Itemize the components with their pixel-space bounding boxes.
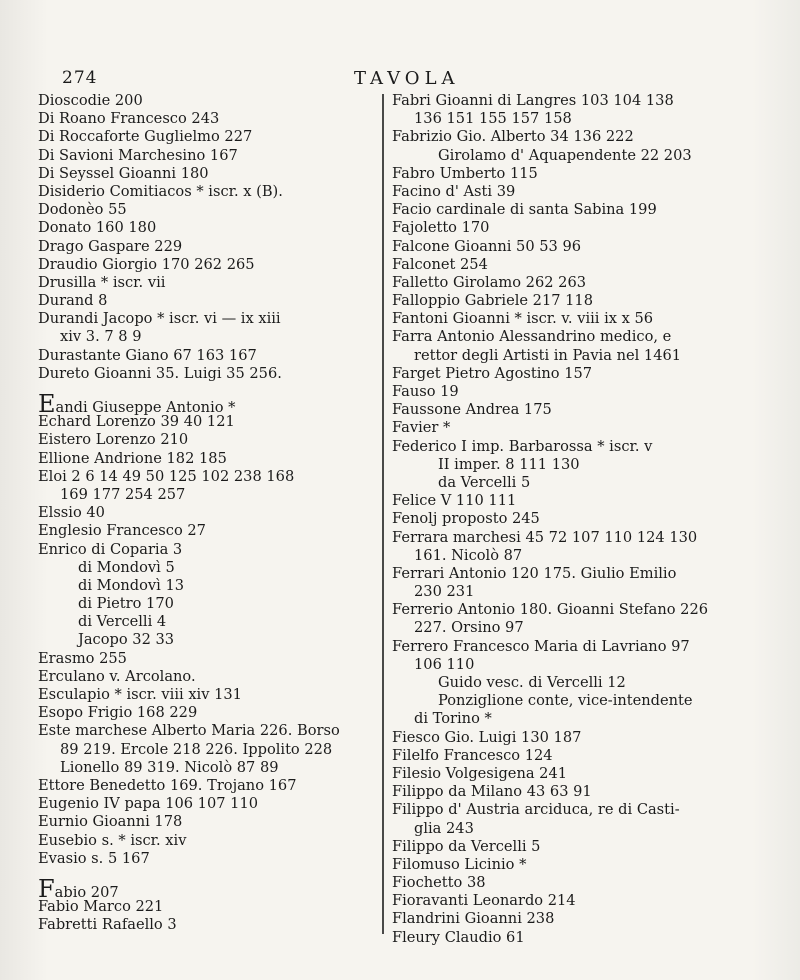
index-entry-text: Jacopo 32 33 [78, 631, 175, 649]
index-entry-text: Filippo d' Austria arciduca, re di Casti- [392, 801, 680, 819]
index-entry-text: Fleury Claudio 61 [392, 928, 525, 946]
section-initial: E [38, 390, 56, 418]
index-entry [392, 801, 764, 819]
index-entry-text: Este marchese Alberto Maria 226. Borso [38, 722, 340, 740]
index-entry-text: Fabro Umberto 115 [392, 164, 538, 182]
index-entry-text: Facio cardinale di santa Sabina 199 [392, 201, 657, 219]
index-entry-text: Draudio Giorgio 170 262 265 [38, 255, 255, 273]
index-entry [38, 365, 376, 383]
index-entry [38, 219, 376, 237]
index-entry [392, 583, 764, 601]
index-entry-text: da Vercelli 5 [438, 473, 531, 491]
index-entry [38, 486, 376, 504]
index-entry [392, 929, 764, 947]
index-entry-text: II imper. 8 111 130 [438, 455, 580, 473]
index-entry [392, 619, 764, 637]
index-entry-text: Fiesco Gio. Luigi 130 187 [392, 728, 582, 746]
index-entry [38, 832, 376, 850]
index-entry [38, 468, 376, 486]
index-entry-text: di Mondovì 13 [78, 576, 185, 594]
page-header [62, 68, 752, 94]
index-entry-text: Englesio Francesco 27 [38, 522, 206, 540]
index-entry [392, 710, 764, 728]
index-entry-text: Filippo da Milano 43 63 91 [392, 783, 592, 801]
index-entry-text: Favier * [392, 419, 451, 437]
index-entry [38, 898, 376, 916]
index-entry-text: Durandi Jacopo * iscr. vi — ix xiii [38, 310, 281, 328]
index-entry [392, 547, 764, 565]
index-entry [38, 256, 376, 274]
index-entry-text: Dodonèo 55 [38, 201, 127, 219]
index-entry [392, 419, 764, 437]
index-entry-text: Flandrini Gioanni 238 [392, 910, 555, 928]
index-entry [392, 492, 764, 510]
index-entry-text: Filesio Volgesigena 241 [392, 764, 568, 782]
index-entry-text: Eugenio IV papa 106 107 110 [38, 795, 259, 813]
index-entry [38, 650, 376, 668]
index-column-right [392, 92, 764, 947]
index-entry-text: Elssio 40 [38, 504, 105, 522]
index-entry [392, 438, 764, 456]
index-entry-text: Donato 160 180 [38, 219, 157, 237]
index-entry [392, 820, 764, 838]
index-entry [392, 219, 764, 237]
index-entry [38, 110, 376, 128]
index-entry [392, 401, 764, 419]
index-entry-text: abio 207 [54, 883, 119, 901]
index-entry-text: Durastante Giano 67 163 167 [38, 346, 257, 364]
index-entry [38, 238, 376, 256]
index-entry [392, 565, 764, 583]
index-entry-text: Falconet 254 [392, 255, 488, 273]
index-entry-text: Eloi 2 6 14 49 50 125 102 238 168 [38, 467, 295, 485]
index-entry [392, 92, 764, 110]
index-entry [38, 577, 376, 595]
index-entry [38, 668, 376, 686]
index-entry [38, 347, 376, 365]
index-entry-text: Esopo Frigio 168 229 [38, 704, 198, 722]
page-number: 274 [62, 68, 98, 88]
index-entry [392, 601, 764, 619]
index-entry-text: Dioscodie 200 [38, 92, 143, 109]
index-entry [392, 874, 764, 892]
index-entry [392, 783, 764, 801]
index-entry [38, 795, 376, 813]
index-entry [38, 613, 376, 631]
index-entry-text: Girolamo d' Aquapendente 22 203 [438, 146, 692, 164]
index-entry [38, 777, 376, 795]
index-entry-text: Faussone Andrea 175 [392, 401, 552, 419]
index-entry [38, 722, 376, 740]
index-entry [38, 292, 376, 310]
index-entry [38, 413, 376, 431]
index-entry-text: Ferrari Antonio 120 175. Giulio Emilio [392, 564, 677, 582]
index-entry-text: Drusilla * iscr. vii [38, 273, 166, 291]
index-entry-text: 230 231 [414, 583, 475, 601]
index-entry [392, 656, 764, 674]
index-entry [392, 692, 764, 710]
index-entry-text: Ellione Andrione 182 185 [38, 449, 227, 467]
index-entry-text: andi Giuseppe Antonio * [55, 399, 236, 416]
index-entry-text: Ferrara marchesi 45 72 107 110 124 130 [392, 528, 698, 546]
index-entry-text: Federico I imp. Barbarossa * iscr. v [392, 437, 653, 455]
index-entry-text: Di Roccaforte Guglielmo 227 [38, 128, 253, 146]
index-entry [392, 238, 764, 256]
index-entry [38, 183, 376, 201]
index-entry [38, 559, 376, 577]
index-entry [392, 638, 764, 656]
index-entry [38, 595, 376, 613]
index-entry [38, 147, 376, 165]
index-entry-text: Guido vesc. di Vercelli 12 [438, 674, 626, 691]
index-entry-text: Facino d' Asti 39 [392, 182, 516, 200]
index-entry-text: glia 243 [414, 819, 474, 837]
index-entry [38, 874, 376, 903]
index-entry-text: Erasmo 255 [38, 649, 127, 667]
index-entry-text: Eistero Lorenzo 210 [38, 431, 189, 449]
index-entry [38, 686, 376, 704]
running-title: TAVOLA [354, 68, 460, 89]
index-entry-text: Eurnio Gioanni 178 [38, 813, 183, 831]
index-entry-text: Ferrerio Antonio 180. Gioanni Stefano 226 [392, 601, 709, 619]
index-entry [392, 347, 764, 365]
index-entry-text: Fabri Gioanni di Langres 103 104 138 [392, 92, 674, 109]
index-entry-text: Fenolj proposto 245 [392, 510, 540, 528]
index-entry [38, 631, 376, 649]
index-entry [392, 110, 764, 128]
index-entry [392, 128, 764, 146]
index-entry-text: Fajoletto 170 [392, 219, 490, 237]
index-entry-text: di Mondovì 5 [78, 558, 175, 576]
index-entry-text: Fioravanti Leonardo 214 [392, 892, 576, 910]
index-entry-text: Ferrero Francesco Maria di Lavriano 97 [392, 637, 690, 655]
index-entry-text: Falcone Gioanni 50 53 96 [392, 237, 582, 255]
index-column-left [38, 92, 376, 934]
index-entry-text: Fauso 19 [392, 383, 459, 400]
index-entry-text: Fabio Marco 221 [38, 898, 164, 916]
index-entry-text: Erculano v. Arcolano. [38, 667, 196, 685]
index-entry-text: Fabrizio Gio. Alberto 34 136 222 [392, 128, 634, 146]
index-entry-text: 227. Orsino 97 [414, 619, 524, 637]
index-entry [38, 390, 376, 418]
index-entry-text: Dureto Gioanni 35. Luigi 35 256. [38, 364, 282, 382]
index-entry-text: 136 151 155 157 158 [414, 110, 572, 128]
index-entry [38, 916, 376, 934]
index-entry-text: Di Savioni Marchesino 167 [38, 146, 238, 164]
index-entry [392, 474, 764, 492]
index-entry [392, 510, 764, 528]
index-entry [38, 759, 376, 777]
index-entry [392, 856, 764, 874]
index-entry-text: di Torino * [414, 710, 492, 728]
index-entry-text: rettor degli Artisti in Pavia nel 1461 [414, 346, 682, 364]
index-entry [392, 747, 764, 765]
index-entry [392, 274, 764, 292]
index-entry [38, 274, 376, 292]
index-entry-text: 106 110 [414, 655, 475, 673]
index-entry-text: Ponziglione conte, vice-intendente [438, 692, 693, 710]
index-entry-text: Drago Gaspare 229 [38, 237, 183, 255]
index-entry [392, 674, 764, 692]
index-entry-text: di Vercelli 4 [78, 613, 167, 631]
index-entry-text: 161. Nicolò 87 [414, 546, 523, 564]
index-entry [392, 201, 764, 219]
index-entry [38, 541, 376, 559]
index-entry-text: Farget Pietro Agostino 157 [392, 364, 593, 382]
index-entry [392, 910, 764, 928]
index-entry-text: Filippo da Vercelli 5 [392, 837, 541, 855]
index-entry [38, 165, 376, 183]
index-entry-text: Fiochetto 38 [392, 874, 486, 892]
index-entry [38, 201, 376, 219]
index-entry [392, 165, 764, 183]
index-entry-text: Ettore Benedetto 169. Trojano 167 [38, 776, 297, 794]
index-entry [38, 850, 376, 868]
index-entry [392, 328, 764, 346]
index-entry-text: Felice V 110 111 [392, 492, 517, 510]
index-entry-text: Eusebio s. * iscr. xiv [38, 831, 187, 849]
index-entry-text: di Pietro 170 [78, 595, 174, 613]
column-divider [382, 94, 384, 934]
index-entry [38, 741, 376, 759]
index-entry [392, 183, 764, 201]
index-entry-text: Di Roano Francesco 243 [38, 110, 220, 128]
index-entry-text: Farra Antonio Alessandrino medico, e [392, 328, 672, 346]
index-entry-text: Durand 8 [38, 292, 108, 310]
index-entry-text: Fabretti Rafaello 3 [38, 916, 177, 934]
index-entry-text: 169 177 254 257 [60, 485, 186, 503]
index-entry [392, 729, 764, 747]
index-entry [38, 813, 376, 831]
index-entry [38, 310, 376, 328]
index-entry-text: Evasio s. 5 167 [38, 849, 150, 867]
index-entry-text: Esculapio * iscr. viii xiv 131 [38, 686, 242, 703]
index-entry-text: Falloppio Gabriele 217 118 [392, 292, 594, 310]
index-entry-text: Fantoni Gioanni * iscr. v. viii ix x 56 [392, 310, 654, 328]
index-entry [38, 328, 376, 346]
index-entry-text: 89 219. Ercole 218 226. Ippolito 228 [60, 740, 333, 758]
index-entry-text: Falletto Girolamo 262 263 [392, 273, 587, 291]
index-entry-text: Disiderio Comitiacos * iscr. x (B). [38, 182, 283, 200]
index-entry [392, 292, 764, 310]
index-entry-text: Lionello 89 319. Nicolò 87 89 [60, 758, 279, 776]
index-entry [392, 838, 764, 856]
index-entry [38, 431, 376, 449]
index-entry-text: Di Seyssel Gioanni 180 [38, 164, 209, 182]
index-entry [38, 704, 376, 722]
index-entry [392, 529, 764, 547]
index-entry-text: Echard Lorenzo 39 40 121 [38, 413, 235, 431]
index-entry [38, 522, 376, 540]
index-entry [38, 128, 376, 146]
index-entry [392, 456, 764, 474]
index-entry [38, 504, 376, 522]
index-entry-text: Filelfo Francesco 124 [392, 746, 553, 764]
section-initial: F [38, 874, 55, 903]
index-entry [392, 256, 764, 274]
index-entry-text: Enrico di Coparia 3 [38, 540, 183, 558]
index-entry [392, 310, 764, 328]
index-entry [38, 450, 376, 468]
index-entry-text: Filomuso Licinio * [392, 855, 527, 873]
index-entry [392, 892, 764, 910]
index-entry-text: xiv 3. 7 8 9 [60, 328, 142, 346]
index-entry [392, 765, 764, 783]
index-entry [392, 365, 764, 383]
index-entry [392, 147, 764, 165]
index-entry [392, 383, 764, 401]
index-entry [38, 92, 376, 110]
